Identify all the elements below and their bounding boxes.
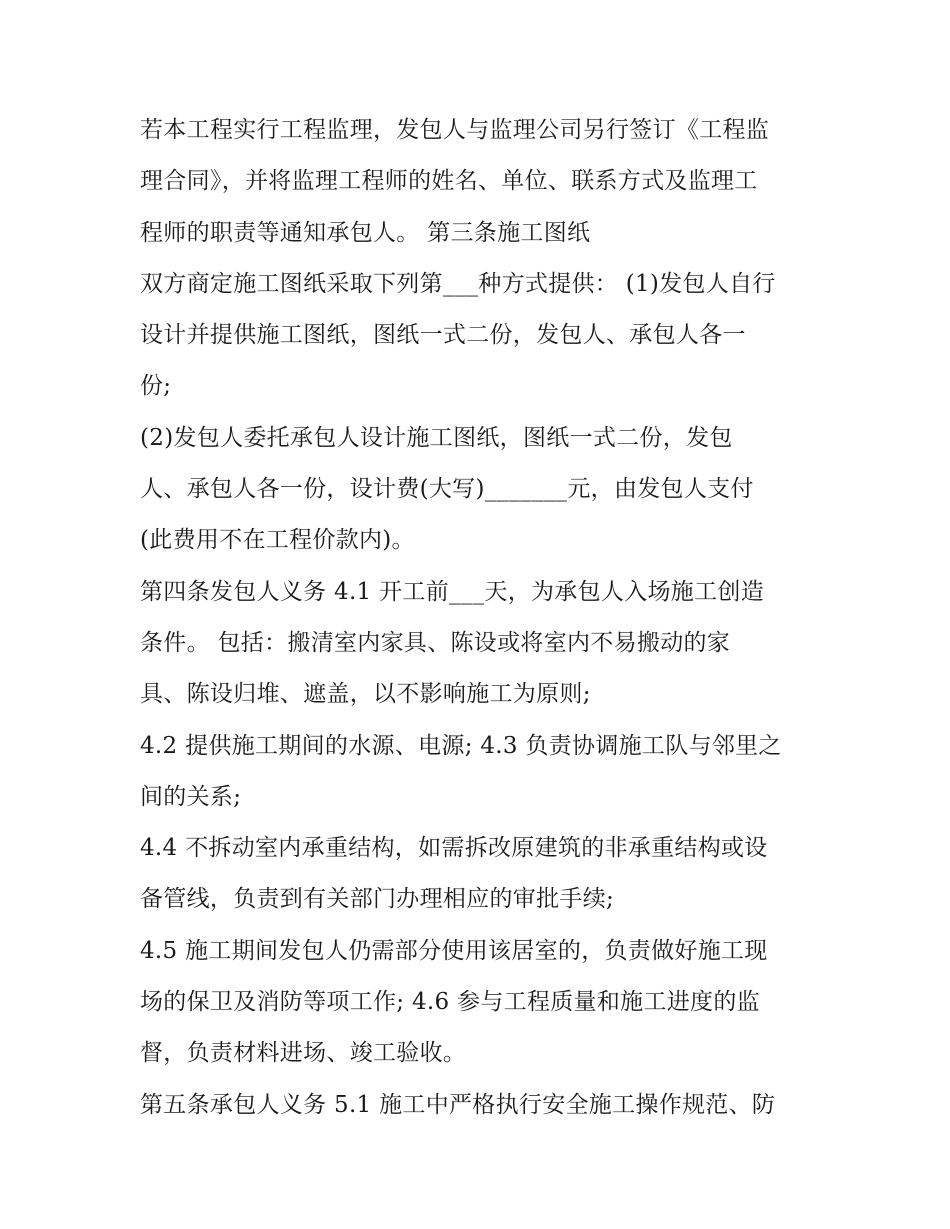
document-body <box>140 105 820 1131</box>
text-line: 备管线，负责到有关部门办理相应的审批手续; <box>140 886 615 913</box>
text-line: 双方商定施工图纸采取下列第___种方式提供： (1)发包人自行 <box>140 270 776 297</box>
text-line: 4.4 不拆动室内承重结构，如需拆改原建筑的非承重结构或设 <box>140 835 768 862</box>
text-line: 间的关系; <box>140 783 242 810</box>
text-line: (此费用不在工程价款内)。 <box>140 527 415 554</box>
text-line: 第四条发包人义务 4.1 开工前___天，为承包人入场施工创造 <box>140 578 764 605</box>
text-line: 设计并提供施工图纸，图纸一式二份，发包人、承包人各一 <box>140 322 746 349</box>
text-line: 理合同》，并将监理工程师的姓名、单位、联系方式及监理工 <box>140 168 758 195</box>
text-line: 场的保卫及消防等项工作; 4.6 参与工程质量和施工进度的监 <box>140 989 760 1016</box>
text-line: 程师的职责等通知承包人。 第三条施工图纸 <box>140 219 591 246</box>
text-line: 条件。 包括：搬清室内家具、陈设或将室内不易搬动的家 <box>140 629 731 656</box>
text-line: 份; <box>140 373 172 400</box>
text-line: 4.5 施工期间发包人仍需部分使用该居室的，负责做好施工现 <box>140 937 768 964</box>
text-line: 人、承包人各一份，设计费(大写)_______元，由发包人支付 <box>140 476 754 503</box>
text-line: 督，负责材料进场、竣工验收。 <box>140 1040 467 1067</box>
text-line: 具、陈设归堆、遮盖，以不影响施工为原则; <box>140 681 591 708</box>
text-line: 第五条承包人义务 5.1 施工中严格执行安全施工操作规范、防 <box>140 1091 776 1118</box>
text-line: 若本工程实行工程监理，发包人与监理公司另行签订《工程监 <box>140 117 770 143</box>
text-line: 4.2 提供施工期间的水源、电源; 4.3 负责协调施工队与邻里之 <box>140 732 782 759</box>
text-line: (2)发包人委托承包人设计施工图纸，图纸一式二份，发包 <box>140 424 733 451</box>
